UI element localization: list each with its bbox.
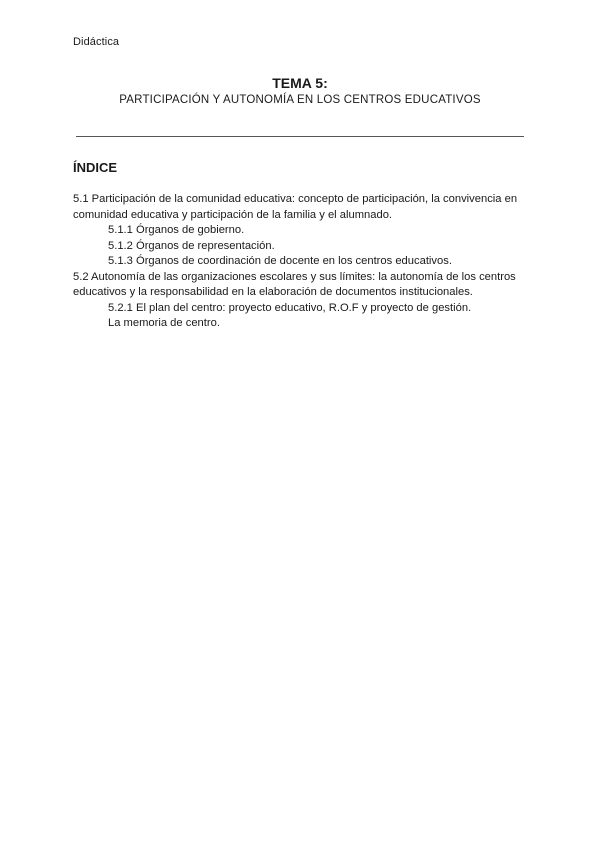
toc-entry-5-2: 5.2 Autonomía de las organizaciones escolares y sus límites: la autonomía de los centros educativos y la responsabilidad en la elaboración de documentos institucionales.: [73, 270, 516, 298]
toc-entry-memoria: La memoria de centro.: [108, 317, 220, 329]
page-title: TEMA 5:: [272, 75, 328, 91]
toc-entry-5-1-3: 5.1.3 Órganos de coordinación de docente en los centros educativos.: [108, 255, 452, 267]
running-header: Didáctica: [73, 36, 120, 48]
divider-line: [76, 136, 524, 137]
page-subtitle: PARTICIPACIÓN Y AUTONOMÍA EN LOS CENTROS EDUCATIVOS: [119, 94, 481, 106]
toc-entry-5-1-1: 5.1.1 Órganos de gobierno.: [108, 224, 245, 236]
index-heading: ÍNDICE: [73, 160, 118, 175]
toc-entry-5-1: 5.1 Participación de la comunidad educativa: concepto de participación, la convivencia en comunidad educativa y participación de la familia y el alumnado.: [73, 193, 518, 221]
table-of-contents: [73, 192, 533, 332]
toc-entry-5-1-2: 5.1.2 Órganos de representación.: [108, 239, 275, 252]
toc-entry-5-2-1: 5.2.1 El plan del centro: proyecto educativo, R.O.F y proyecto de gestión.: [108, 301, 472, 314]
